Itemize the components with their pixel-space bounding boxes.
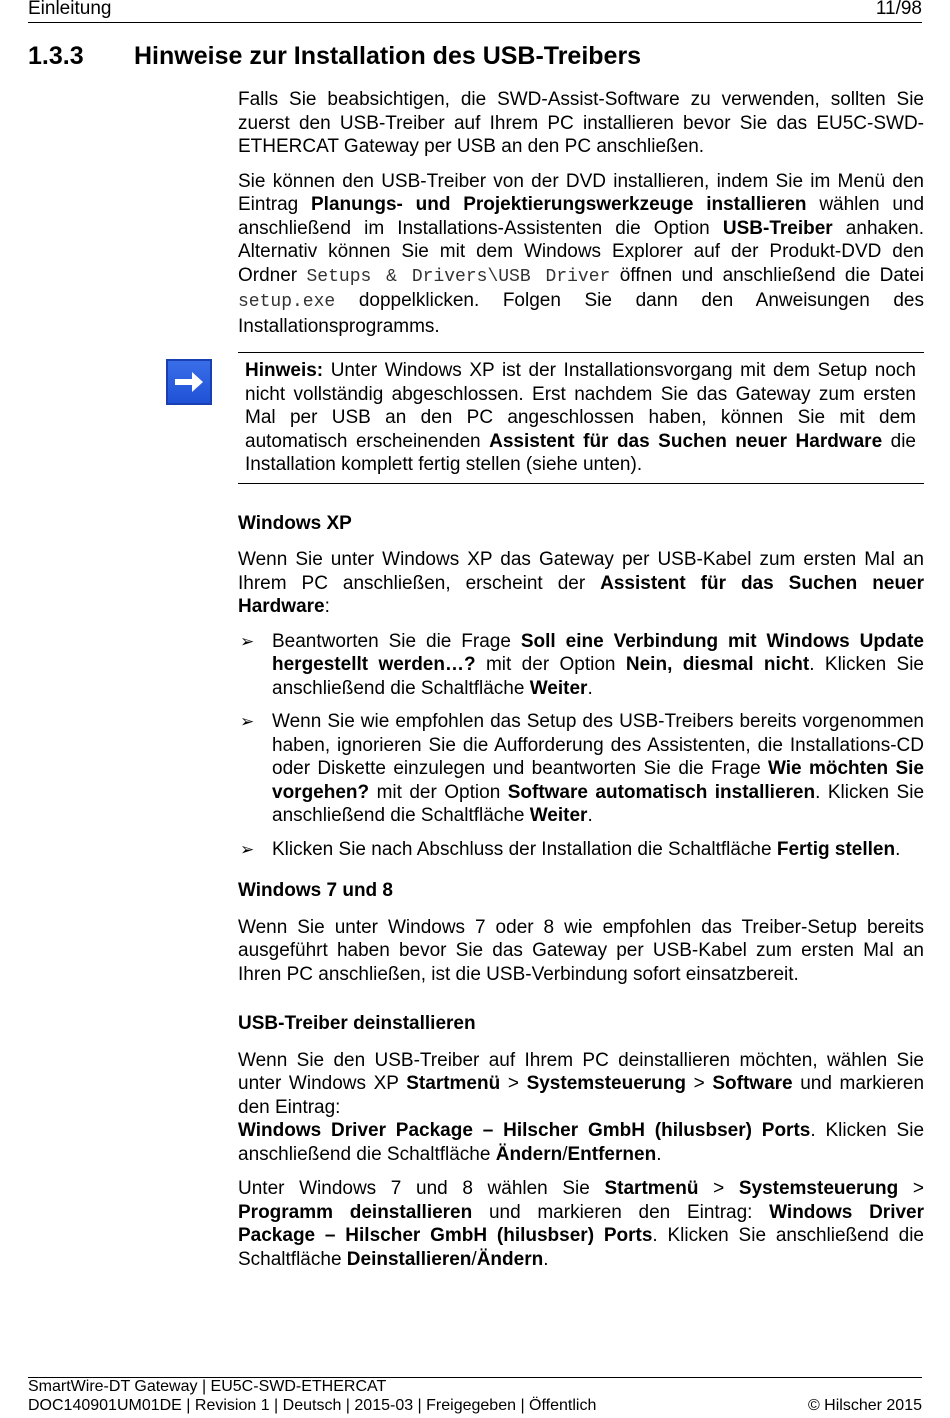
text-run: wählen und anschließend im Installations-Assistenten die Option: [238, 194, 925, 239]
heading-windows-xp: Windows XP: [238, 512, 352, 534]
text-run: öffnen und anschließend die Datei: [610, 264, 924, 286]
menu-bold: Startmenü: [604, 1178, 699, 1199]
text-run: . Klicken Sie anschließend die Schaltfläche: [238, 1120, 925, 1165]
running-header-chapter: Einleitung: [28, 0, 112, 19]
button-name-bold: Deinstallieren: [346, 1248, 472, 1270]
section-title: Hinweise zur Installation des USB-Treibers: [134, 42, 642, 70]
text-run: :: [324, 596, 330, 617]
arrow-right-icon: [166, 359, 212, 405]
wizard-name-bold: Assistent für das Suchen neuer Hardware: [238, 572, 925, 617]
text-run: . Klicken Sie anschließend die Schaltfläche: [272, 654, 924, 699]
folder-path: Setups & Drivers\USB Driver: [306, 266, 611, 287]
list-item: [238, 630, 924, 701]
text-run: Unter Windows XP ist der Installationsvorgang mit dem Setup noch nicht vollständig abgeschlossen. Erst nachdem Sie das Gateway zum ersten Mal per USB an den PC angeschlossen haben, können Sie mit dem automatisch erscheinenden: [245, 360, 916, 452]
option-bold: Software automatisch installieren: [507, 781, 816, 803]
text-run: Wenn Sie wie empfohlen das Setup des USB-Treibers bereits vorgenommen haben, ignorieren Sie die Aufforderung des Assistenten, die Installations-CD oder Diskette einzulegen und beantworten Sie die Frage: [272, 711, 924, 779]
button-name-bold: Ändern: [495, 1143, 563, 1165]
text-run: Unter Windows 7 und 8 wählen Sie: [238, 1178, 605, 1199]
main-content: [238, 88, 924, 1282]
text-run: Wenn Sie unter Windows XP das Gateway per USB-Kabel zum ersten Mal an Ihrem PC anschließen, erscheint der: [238, 549, 924, 594]
text-run: mit der Option: [369, 781, 508, 803]
footer-document-info: DOC140901UM01DE | Revision 1 | Deutsch | 2015-03 | Freigegeben | Öffentlich: [28, 1397, 597, 1414]
text-run: >: [698, 1178, 739, 1199]
text-run: .: [895, 838, 901, 860]
text-run: >: [686, 1073, 713, 1094]
option-bold: Nein, diesmal nicht: [625, 654, 810, 675]
bullet-arrow-icon: ➢: [240, 839, 255, 859]
text-run: doppelklicken. Folgen Sie dann den Anweisungen des Installationsprogramms.: [238, 290, 924, 337]
text-run: und markieren den Eintrag:: [238, 1073, 925, 1118]
uninstall-paragraph-2: [238, 1177, 924, 1271]
win78-paragraph: Wenn Sie unter Windows 7 oder 8 wie empfohlen das Treiber-Setup bereits ausgeführt haben bevor Sie das Gateway per USB-Kabel zum ersten Mal an Ihren PC anschließen, ist die USB-Verbindung sofort einsatzbereit.: [238, 916, 924, 985]
entry-bold: Windows Driver Package – Hilscher GmbH (hilusbser) Ports: [238, 1120, 811, 1141]
text-run: Beantworten Sie die Frage: [272, 630, 521, 652]
intro-paragraph-1: Falls Sie beabsichtigen, die SWD-Assist-Software zu verwenden, sollten Sie zuerst den USB-Treiber auf Ihrem PC installieren bevor Sie das EU5C-SWD-ETHERCAT Gateway per USB an den PC anschließen.: [238, 89, 924, 157]
entry-bold: Windows Driver Package – Hilscher GmbH (hilusbser) Ports: [238, 1201, 924, 1246]
footer-copyright: © Hilscher 2015: [807, 1397, 922, 1414]
text-run: Sie können den USB-Treiber von der DVD installieren, indem Sie im Menü den Eintrag: [238, 170, 924, 215]
text-run: anhaken. Alternativ können Sie mit dem Windows Explorer auf der Produkt-DVD den Ordner: [238, 217, 924, 286]
uninstall-paragraph-1: [238, 1049, 924, 1167]
button-name-bold: Fertig stellen: [776, 838, 896, 860]
file-name: setup.exe: [238, 292, 336, 312]
text-run: . Klicken Sie anschließend die Schaltfläche: [272, 781, 925, 826]
menu-entry-bold: Planungs- und Projektierungswerkzeuge installieren: [311, 194, 807, 215]
question-bold: Wie möchten Sie vorgehen?: [272, 758, 924, 803]
wizard-name-bold: Assistent für das Suchen neuer Hardware: [489, 430, 883, 452]
footer-product: SmartWire-DT Gateway | EU5C-SWD-ETHERCAT: [28, 1378, 387, 1395]
button-name-bold: Weiter: [529, 677, 588, 699]
bullet-arrow-icon: ➢: [240, 712, 255, 731]
text-run: .: [543, 1248, 549, 1270]
button-name-bold: Entfernen: [567, 1143, 657, 1165]
text-run: .: [587, 677, 593, 699]
winxp-step-list: [238, 630, 924, 862]
option-usb-driver-bold: USB-Treiber: [722, 217, 833, 239]
text-run: und markieren den Eintrag:: [472, 1201, 770, 1223]
menu-bold: Startmenü: [406, 1073, 501, 1094]
intro-paragraph-2: [238, 170, 924, 339]
heading-windows-7-8: Windows 7 und 8: [238, 880, 393, 901]
button-name-bold: Weiter: [529, 805, 588, 826]
text-run: /: [562, 1143, 568, 1165]
text-run: /: [471, 1248, 477, 1270]
menu-bold: Systemsteuerung: [738, 1178, 899, 1199]
menu-bold: Programm deinstallieren: [238, 1201, 473, 1223]
winxp-paragraph: [238, 548, 924, 619]
text-run: die Installation komplett fertig stellen (siehe unten).: [245, 430, 916, 475]
list-item: [238, 838, 924, 862]
text-run: mit der Option: [475, 654, 626, 675]
text-run: >: [898, 1178, 925, 1199]
menu-bold: Systemsteuerung: [526, 1073, 687, 1094]
header-divider: [28, 22, 922, 23]
bullet-arrow-icon: ➢: [240, 631, 255, 651]
text-run: . Klicken Sie anschließend die Schaltfläche: [238, 1225, 924, 1270]
text-run: Klicken Sie nach Abschluss der Installation die Schaltfläche: [272, 838, 777, 860]
text-run: Wenn Sie den USB-Treiber auf Ihrem PC deinstallieren möchten, wählen Sie unter Windows XP: [238, 1049, 924, 1094]
text-run: >: [500, 1073, 527, 1094]
note-label: Hinweis:: [245, 360, 324, 381]
menu-bold: Software: [712, 1073, 793, 1094]
page-number: 11/98: [875, 0, 922, 19]
text-run: .: [587, 805, 593, 826]
section-number: 1.3.3: [28, 42, 84, 70]
text-run: .: [656, 1143, 662, 1165]
heading-uninstall: USB-Treiber deinstallieren: [238, 1013, 476, 1034]
question-bold: Soll eine Verbindung mit Windows Update hergestellt werden…?: [272, 630, 924, 675]
button-name-bold: Ändern: [476, 1248, 544, 1270]
note-box: [238, 352, 924, 484]
list-item: [238, 710, 924, 828]
